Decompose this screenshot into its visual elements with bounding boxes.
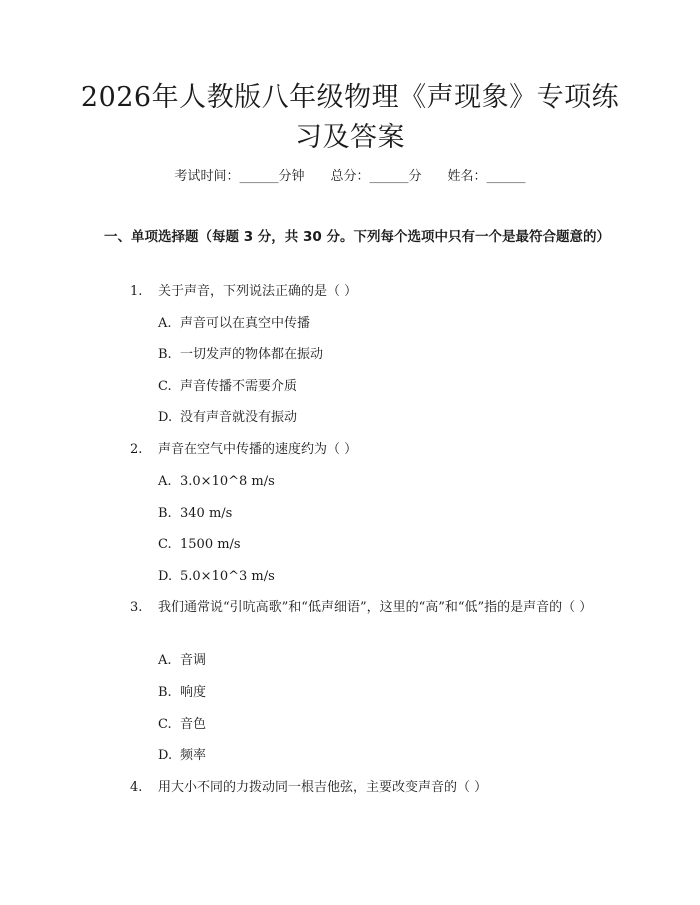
option-text: 音色 [180, 717, 207, 732]
option-letter: D. [158, 569, 173, 584]
option-text: 一切发声的物体都在振动 [180, 347, 324, 362]
option-text: 响度 [180, 685, 207, 700]
option-text: 没有声音就没有振动 [180, 410, 298, 425]
question-2-option-d [158, 567, 275, 587]
exam-time-field: 考试时间：______分钟 [174, 169, 305, 184]
exam-info-line [0, 167, 700, 187]
question-3-option-c [158, 715, 206, 735]
option-text: 5.0×10^3 m/s [180, 569, 275, 584]
question-1-option-a [158, 314, 310, 334]
question-number: 1. [130, 284, 143, 299]
question-number: 2. [130, 442, 143, 457]
option-text: 频率 [180, 748, 207, 763]
question-number: 3. [130, 600, 143, 615]
option-text: 1500 m/s [180, 537, 241, 552]
option-text: 3.0×10^8 m/s [180, 474, 275, 489]
question-1-option-c [158, 377, 297, 397]
option-letter: B. [158, 685, 172, 700]
option-text: 340 m/s [180, 506, 233, 521]
question-2-option-c [158, 535, 241, 555]
option-letter: A. [158, 653, 172, 668]
option-letter: C. [158, 717, 172, 732]
question-3-option-a [158, 651, 206, 671]
option-letter: A. [158, 316, 172, 331]
question-4 [104, 777, 604, 799]
option-text: 声音可以在真空中传播 [180, 316, 311, 331]
option-letter: D. [158, 748, 173, 763]
name-field: 姓名：______ [447, 169, 526, 184]
option-letter: C. [158, 379, 172, 394]
option-letter: B. [158, 506, 172, 521]
question-text: 声音在空气中传播的速度约为（ ） [158, 442, 358, 457]
question-3 [104, 597, 604, 619]
section-heading: 一、单项选择题（每题 3 分，共 30 分。下列每个选项中只有一个是最符合题意的） [104, 229, 610, 245]
question-1-option-d [158, 408, 297, 428]
question-3-option-d [158, 746, 206, 766]
option-text: 音调 [180, 653, 207, 668]
question-text: 关于声音，下列说法正确的是（ ） [158, 284, 358, 299]
question-2-option-b [158, 504, 232, 524]
option-letter: D. [158, 410, 173, 425]
option-letter: C. [158, 537, 172, 552]
question-number: 4. [130, 780, 143, 795]
question-text: 我们通常说“引吭高歌”和“低声细语”，这里的“高”和“低”指的是声音的（ ） [158, 600, 593, 615]
question-1 [104, 281, 604, 303]
option-letter: B. [158, 347, 172, 362]
question-2 [104, 439, 604, 461]
option-text: 声音传播不需要介质 [180, 379, 298, 394]
question-1-option-b [158, 345, 323, 365]
total-score-field: 总分：______分 [330, 169, 422, 184]
question-text: 用大小不同的力拨动同一根吉他弦，主要改变声音的（ ） [158, 780, 488, 795]
page-title: 2026年人教版八年级物理《声现象》专项练习及答案 [80, 82, 620, 153]
option-letter: A. [158, 474, 172, 489]
question-3-option-b [158, 683, 206, 703]
question-2-option-a [158, 472, 275, 492]
